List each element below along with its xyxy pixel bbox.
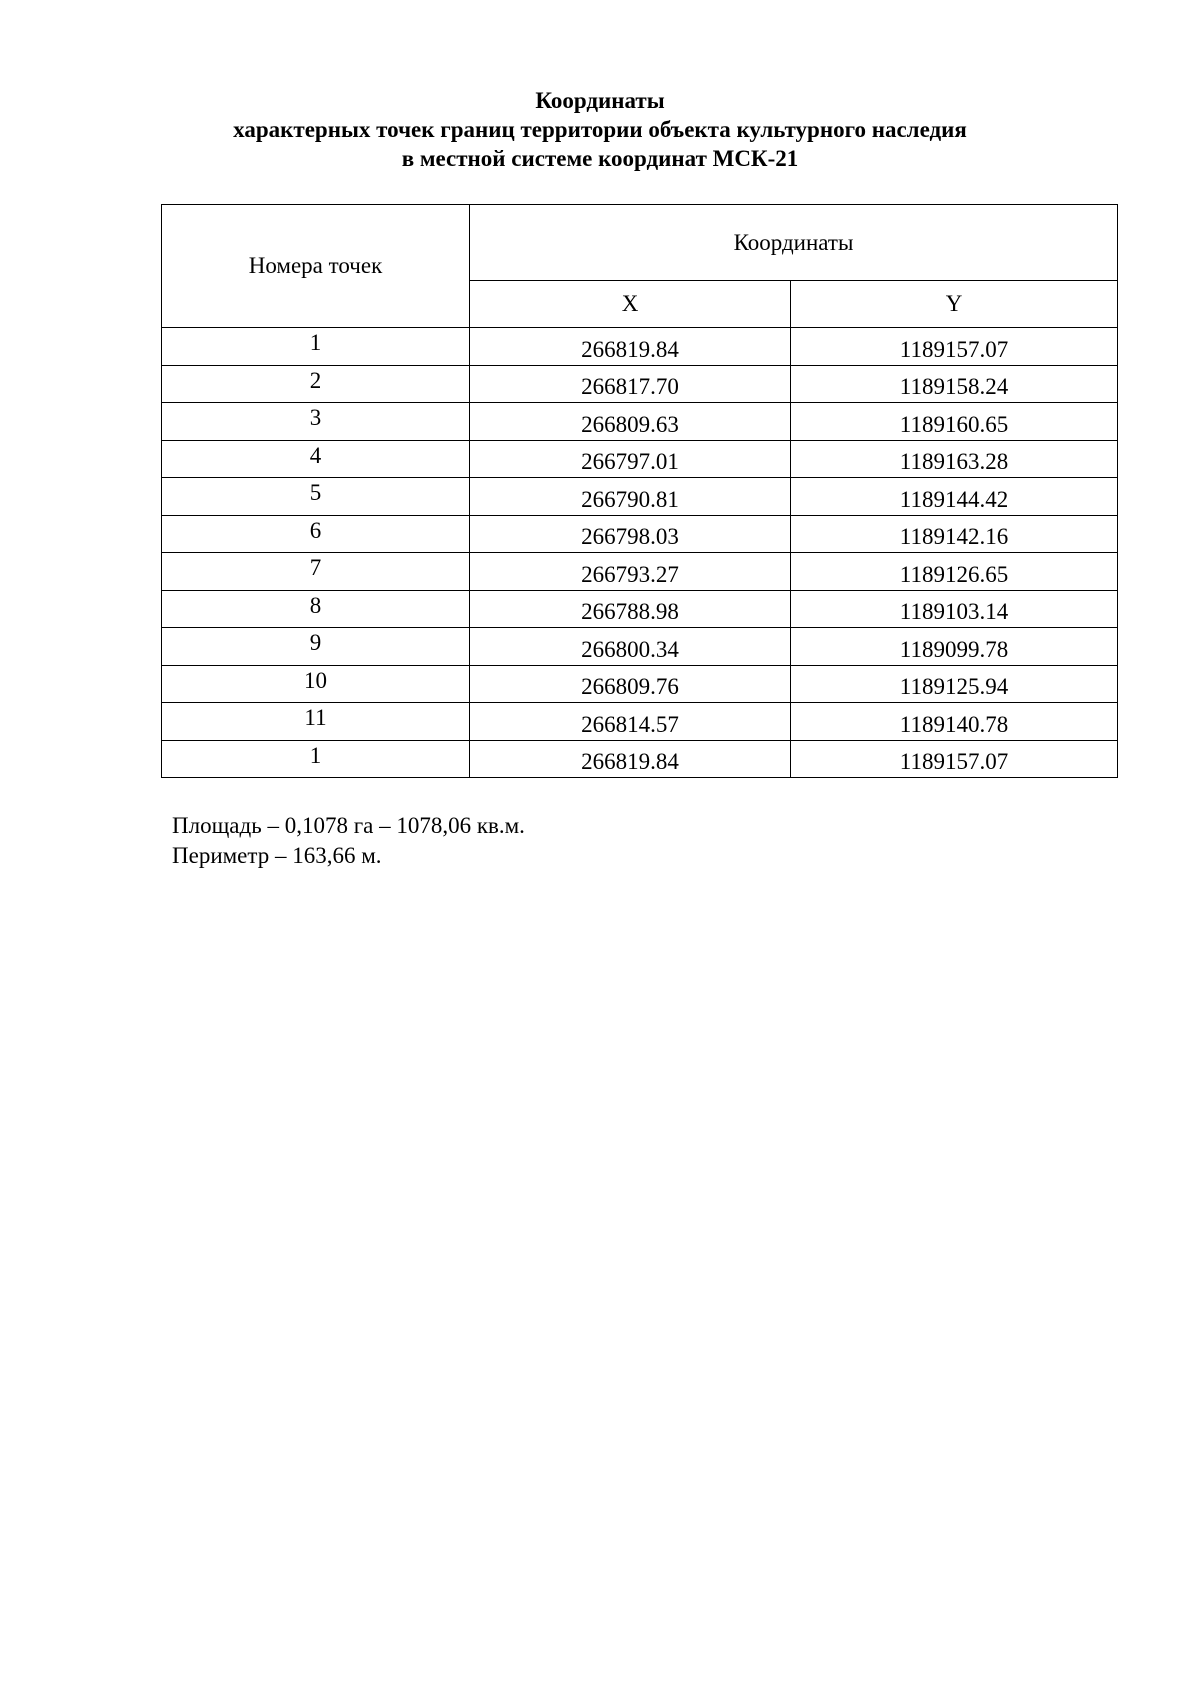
coord-x: 266814.57 [470, 703, 791, 741]
coord-y: 1189125.94 [791, 665, 1118, 703]
coord-x: 266809.63 [470, 403, 791, 441]
point-number: 1 [162, 740, 470, 778]
title-line-2: характерных точек границ территории объекта культурного наследия [233, 117, 967, 142]
coord-x: 266797.01 [470, 440, 791, 478]
document-title [0, 86, 1200, 173]
point-number: 2 [162, 365, 470, 403]
header-y: Y [791, 281, 1118, 328]
coord-x: 266800.34 [470, 628, 791, 666]
coord-y: 1189157.07 [791, 328, 1118, 366]
table-row [162, 478, 1118, 516]
table-row [162, 740, 1118, 778]
coord-y: 1189140.78 [791, 703, 1118, 741]
table-row [162, 553, 1118, 591]
header-point-numbers: Номера точек [162, 205, 470, 328]
table-row [162, 665, 1118, 703]
table-row [162, 515, 1118, 553]
coord-x: 266790.81 [470, 478, 791, 516]
coord-y: 1189158.24 [791, 365, 1118, 403]
table-row [162, 328, 1118, 366]
perimeter-text: Периметр – 163,66 м. [172, 843, 382, 868]
coord-x: 266809.76 [470, 665, 791, 703]
coord-x: 266819.84 [470, 740, 791, 778]
coord-y: 1189103.14 [791, 590, 1118, 628]
coord-y: 1189157.07 [791, 740, 1118, 778]
summary-block [172, 811, 525, 871]
point-number: 7 [162, 553, 470, 591]
table-row [162, 703, 1118, 741]
coord-x: 266788.98 [470, 590, 791, 628]
point-number: 3 [162, 403, 470, 441]
table-body [162, 328, 1118, 778]
header-coordinates: Координаты [470, 205, 1118, 281]
point-number: 6 [162, 515, 470, 553]
coord-y: 1189142.16 [791, 515, 1118, 553]
point-number: 9 [162, 628, 470, 666]
coord-y: 1189099.78 [791, 628, 1118, 666]
coord-x: 266793.27 [470, 553, 791, 591]
area-text: Площадь – 0,1078 га – 1078,06 кв.м. [172, 813, 525, 838]
coord-y: 1189160.65 [791, 403, 1118, 441]
coord-x: 266798.03 [470, 515, 791, 553]
coord-y: 1189144.42 [791, 478, 1118, 516]
table-row [162, 440, 1118, 478]
title-line-1: Координаты [535, 88, 665, 113]
coord-x: 266817.70 [470, 365, 791, 403]
coord-x: 266819.84 [470, 328, 791, 366]
point-number: 11 [162, 703, 470, 741]
table-row [162, 590, 1118, 628]
table-row [162, 628, 1118, 666]
point-number: 8 [162, 590, 470, 628]
title-line-3: в местной системе координат МСК-21 [401, 146, 799, 171]
coord-y: 1189163.28 [791, 440, 1118, 478]
table-row [162, 365, 1118, 403]
header-x: X [470, 281, 791, 328]
point-number: 10 [162, 665, 470, 703]
table-row [162, 403, 1118, 441]
coordinates-table [161, 204, 1118, 778]
point-number: 1 [162, 328, 470, 366]
coord-y: 1189126.65 [791, 553, 1118, 591]
point-number: 4 [162, 440, 470, 478]
point-number: 5 [162, 478, 470, 516]
